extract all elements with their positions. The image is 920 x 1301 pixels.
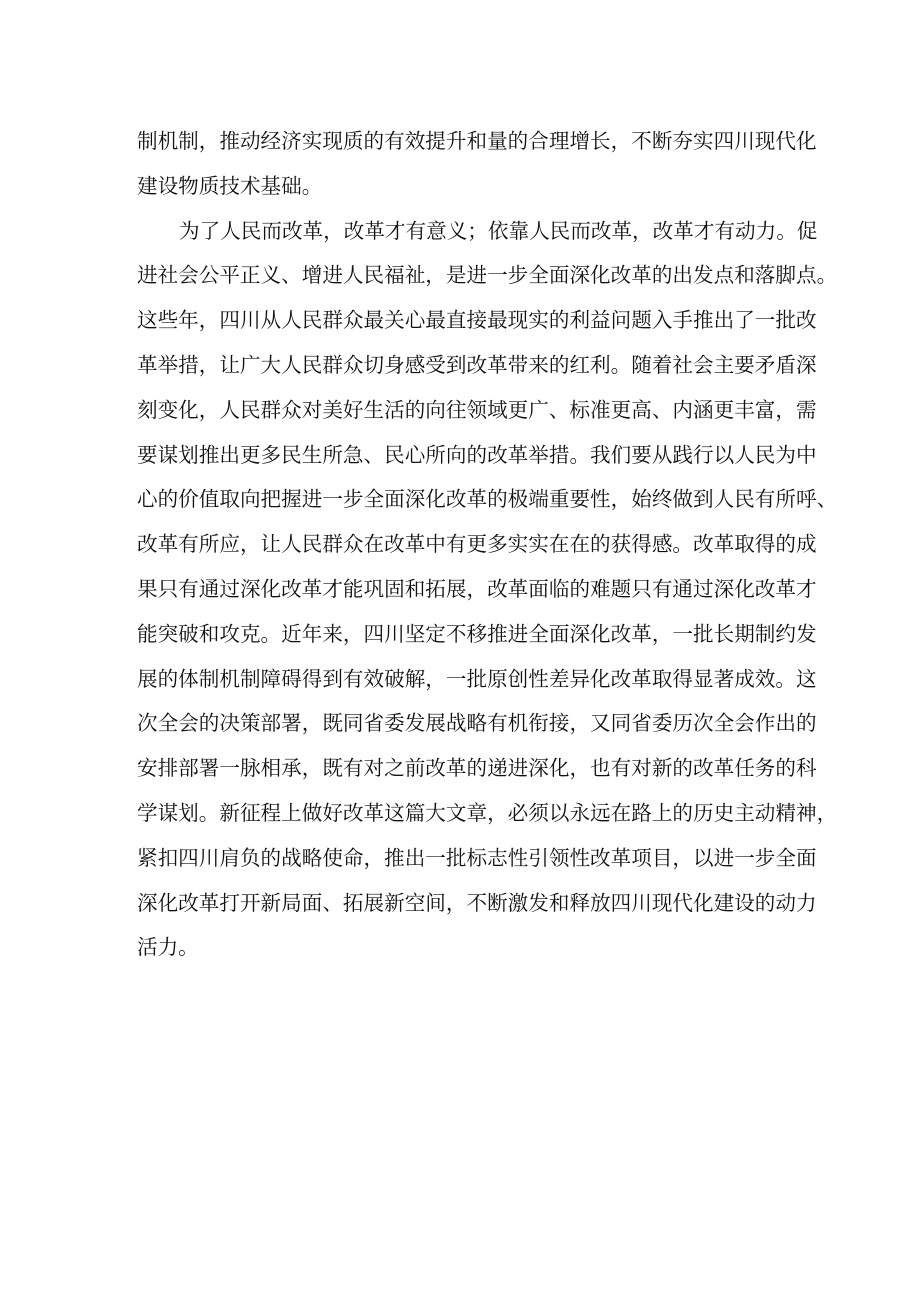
paragraph-line: 安排部署一脉相承，既有对之前改革的递进深化，也有对新的改革任务的科 xyxy=(137,756,817,781)
paragraph-line: 这些年，四川从人民群众最关心最直接最现实的利益问题入手推出了一批改 xyxy=(137,308,817,333)
paragraph-line: 果只有通过深化改革才能巩固和拓展，改革面临的难题只有通过深化改革才 xyxy=(137,576,817,601)
paragraph-line: 为了人民而改革，改革才有意义；依靠人民而改革，改革才有动力。促 xyxy=(179,218,818,243)
paragraph-line: 改革有所应，让人民群众在改革中有更多实实在在的获得感。改革取得的成 xyxy=(137,532,817,557)
paragraph-line: 革举措，让广大人民群众切身感受到改革带来的红利。随着社会主要矛盾深 xyxy=(137,352,817,377)
paragraph-2 xyxy=(137,209,838,971)
paragraph-line: 次全会的决策部署，既同省委发展战略有机衔接，又同省委历次全会作出的 xyxy=(137,711,817,736)
paragraph-line: 要谋划推出更多民生所急、民心所向的改革举措。我们要从践行以人民为中 xyxy=(137,442,817,467)
paragraph-line: 制机制，推动经济实现质的有效提升和量的合理增长，不断夯实四川现代化 xyxy=(137,129,817,153)
paragraph-1 xyxy=(137,119,817,209)
document-body xyxy=(137,119,838,970)
paragraph-line: 紧扣四川肩负的战略使命，推出一批标志性引领性改革项目，以进一步全面 xyxy=(137,845,817,870)
paragraph-line: 活力。 xyxy=(137,935,199,960)
paragraph-line: 深化改革打开新局面、拓展新空间，不断激发和释放四川现代化建设的动力 xyxy=(137,890,817,915)
paragraph-line: 进社会公平正义、增进人民福祉，是进一步全面深化改革的出发点和落脚点。 xyxy=(137,263,838,288)
paragraph-line: 建设物质技术基础。 xyxy=(137,173,323,198)
paragraph-line: 心的价值取向把握进一步全面深化改革的极端重要性，始终做到人民有所呼、 xyxy=(137,487,838,512)
paragraph-line: 刻变化，人民群众对美好生活的向往领域更广、标准更高、内涵更丰富，需 xyxy=(137,397,817,422)
paragraph-line: 能突破和攻克。近年来，四川坚定不移推进全面深化改革，一批长期制约发 xyxy=(137,621,817,646)
paragraph-line: 学谋划。新征程上做好改革这篇大文章，必须以永远在路上的历史主动精神， xyxy=(137,800,838,825)
paragraph-line: 展的体制机制障碍得到有效破解，一批原创性差异化改革取得显著成效。这 xyxy=(137,666,817,691)
